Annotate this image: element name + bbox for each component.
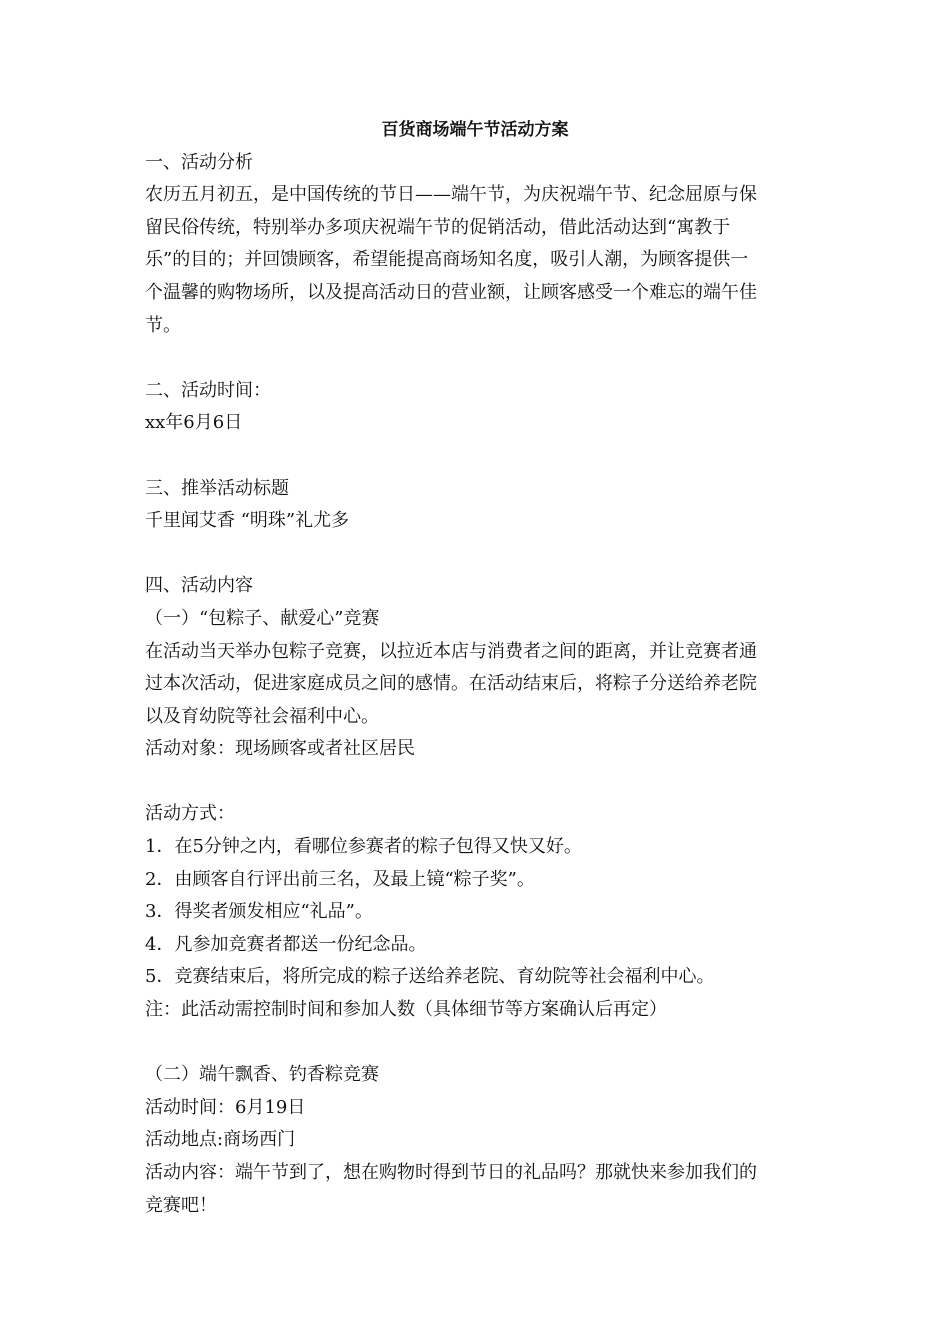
zongzi-line: 过本次活动，促进家庭成员之间的感情。在活动结束后，将粽子分送给养老院: [145, 673, 757, 695]
event-slogan: 千里闻艾香 “明珠”礼尤多: [145, 510, 350, 532]
subsection-heading-fishing: （二）端午飘香、钓香粽竞赛: [145, 1064, 379, 1086]
document-body: [145, 114, 805, 1222]
blank-line: [145, 342, 805, 375]
blank-line: [145, 538, 805, 571]
subsection-heading-zongzi: （一）“包粽子、献爱心”竞赛: [145, 607, 380, 629]
zongzi-line: 以及育幼院等社会福利中心。: [145, 705, 379, 727]
method-step: 2．由顾客自行评出前三名，及最上镜“粽子奖”。: [145, 868, 535, 890]
fishing-place: 活动地点:商场西门: [145, 1129, 296, 1151]
section-heading-time: 二、活动时间：: [145, 379, 271, 401]
fishing-time: 活动时间：6月19日: [145, 1096, 306, 1118]
analysis-line: 留民俗传统，特别举办多项庆祝端午节的促销活动，借此活动达到“寓教于: [145, 216, 731, 238]
fishing-content-line: 竞赛吧！: [145, 1194, 217, 1216]
blank-line: [145, 766, 805, 799]
method-heading: 活动方式：: [145, 803, 235, 825]
analysis-line: 农历五月初五，是中国传统的节日——端午节，为庆祝端午节、纪念屈原与保: [145, 184, 757, 206]
method-step: 1．在5分钟之内，看哪位参赛者的粽子包得又快又好。: [145, 836, 582, 858]
analysis-line: 乐”的目的；并回馈顾客，希望能提高商场知名度，吸引人潮，为顾客提供一: [145, 249, 749, 271]
document-title: 百货商场端午节活动方案: [381, 120, 569, 140]
section-heading-title: 三、推举活动标题: [145, 477, 289, 499]
blank-line: [145, 440, 805, 473]
section-heading-analysis: 一、活动分析: [145, 151, 253, 173]
zongzi-line: 在活动当天举办包粽子竞赛，以拉近本店与消费者之间的距离，并让竞赛者通: [145, 640, 757, 662]
analysis-line: 节。: [145, 314, 181, 336]
method-step: 3．得奖者颁发相应“礼品”。: [145, 901, 373, 923]
method-step: 5．竞赛结束后，将所完成的粽子送给养老院、育幼院等社会福利中心。: [145, 966, 715, 988]
method-step: 4．凡参加竞赛者都送一份纪念品。: [145, 933, 427, 955]
blank-line: [145, 1027, 805, 1060]
zongzi-target: 活动对象：现场顾客或者社区居民: [145, 738, 415, 760]
event-date: xx年6月6日: [145, 412, 243, 434]
fishing-content-line: 活动内容：端午节到了，想在购物时得到节日的礼品吗？那就快来参加我们的: [145, 1162, 757, 1183]
section-heading-content: 四、活动内容: [145, 575, 253, 597]
analysis-line: 个温馨的购物场所，以及提高活动日的营业额，让顾客感受一个难忘的端午佳: [145, 281, 757, 303]
method-note: 注：此活动需控制时间和参加人数（具体细节等方案确认后再定）: [145, 999, 667, 1021]
